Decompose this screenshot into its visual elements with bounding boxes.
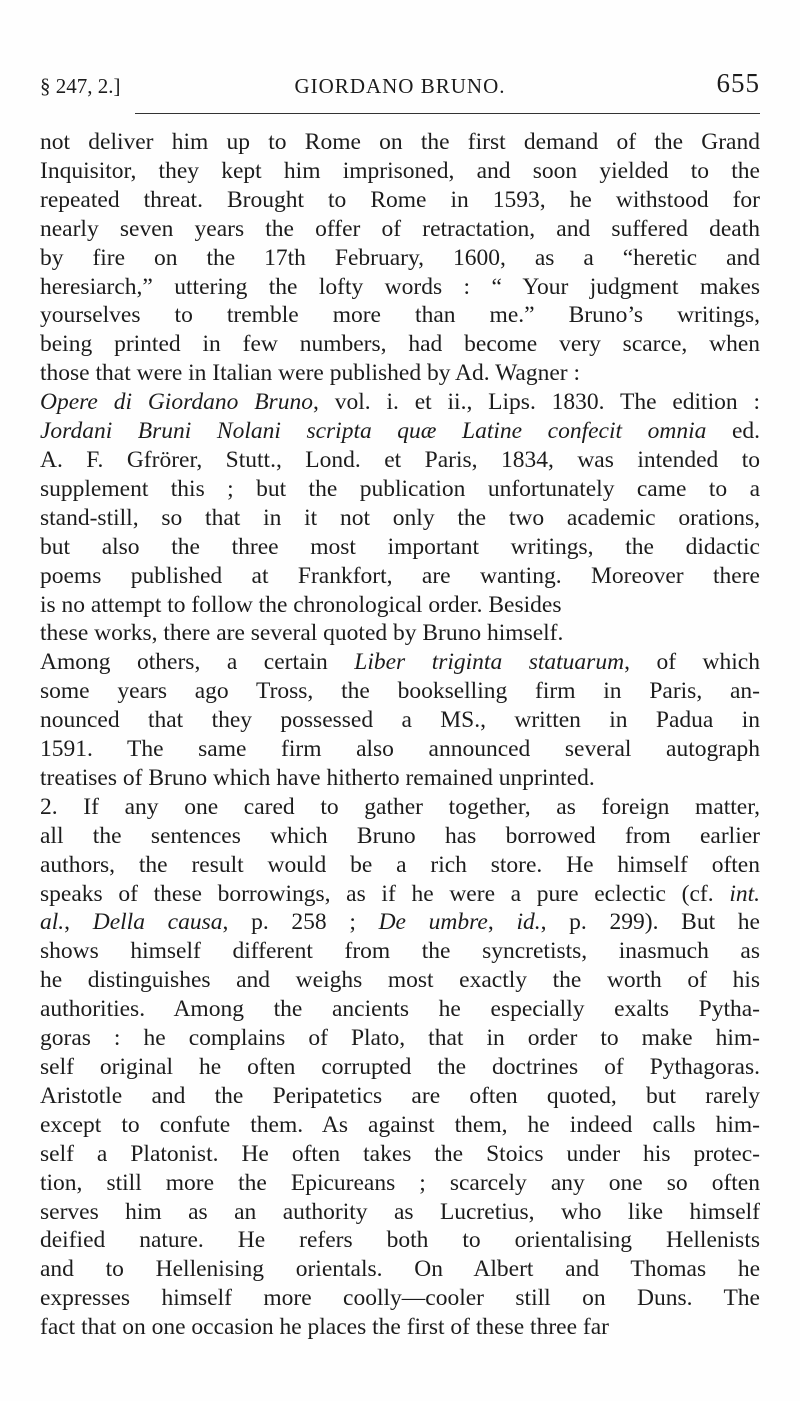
- running-header: [40, 68, 760, 114]
- text-segment: 1591. The same firm also announced several autograph: [40, 736, 760, 763]
- text-line: [40, 1024, 760, 1053]
- text-segment: these works, there are several quoted by Bruno himself.: [40, 620, 564, 647]
- text-segment: ed.: [706, 418, 760, 445]
- text-line: [40, 764, 760, 793]
- text-line: [40, 562, 760, 591]
- text-segment: and to Hellenising orientals. On Albert and Thomas he: [40, 1256, 760, 1283]
- text-line: [40, 475, 760, 504]
- text-segment: yourselves to tremble more than me.” Bruno’s writings,: [40, 302, 760, 329]
- text-line: [40, 937, 760, 966]
- text-line: [40, 273, 760, 302]
- text-line: [40, 1284, 760, 1313]
- text-line: [40, 619, 760, 648]
- text-segment: stand-still, so that in it not only the two academic orations,: [40, 504, 760, 531]
- text-line: [40, 1111, 760, 1140]
- text-segment: ,: [487, 909, 517, 936]
- text-segment: Among others, a certain: [40, 649, 355, 676]
- text-line: [40, 648, 760, 677]
- running-title: GIORDANO BRUNO.: [294, 74, 506, 98]
- italic-text: De umbre: [378, 909, 488, 936]
- text-segment: tion, still more the Epicureans ; scarcely any one so often: [40, 1169, 760, 1196]
- text-segment: , p. 299). But he: [540, 909, 760, 936]
- text-segment: self original he often corrupted the doctrines of Pythagoras.: [40, 1054, 760, 1080]
- text-line: [40, 301, 760, 330]
- header-rule: [135, 113, 760, 114]
- text-segment: those that were in Italian were published by Ad. Wagner :: [40, 360, 580, 387]
- text-segment: deified nature. He refers both to orientalising Hellenists: [40, 1227, 760, 1254]
- text-segment: heresiarch,” uttering the lofty words : “ Your judgment makes: [40, 273, 760, 300]
- text-line: [40, 706, 760, 735]
- text-line: [40, 244, 760, 273]
- text-line: [40, 677, 760, 706]
- text-segment: shows himself different from the syncretists, inasmuch as: [40, 938, 760, 965]
- text-segment: expresses himself more coolly—cooler still on Duns. The: [40, 1285, 760, 1312]
- text-segment: ,: [64, 909, 93, 936]
- text-line: [40, 735, 760, 764]
- text-line: [40, 359, 760, 388]
- page-number: 655: [716, 68, 760, 98]
- text-segment: serves him as an authority as Lucretius, who like himself: [40, 1198, 760, 1225]
- text-segment: but also the three most important writings, the didactic: [40, 533, 760, 560]
- text-segment: not deliver him up to Rome on the first demand of the Grand: [40, 129, 760, 155]
- text-line: [40, 215, 760, 244]
- text-segment: A. F. Gfrörer, Stutt., Lond. et Paris, 1834, was intended to: [40, 446, 760, 473]
- text-segment: speaks of these borrowings, as if he were a pure eclectic (cf.: [40, 880, 730, 907]
- text-line: [40, 446, 760, 475]
- text-line: [40, 1313, 760, 1342]
- text-line: [40, 1198, 760, 1227]
- text-segment: except to confute them. As against them, he indeed calls him-: [40, 1111, 760, 1138]
- text-segment: he distinguishes and weighs most exactly the worth of his: [40, 967, 760, 994]
- italic-text: Jordani Bruni Nolani scripta quæ Latine confecit omnia: [40, 418, 707, 445]
- text-segment: repeated threat. Brought to Rome in 1593, he withstood for: [40, 186, 760, 213]
- text-line: [40, 1053, 760, 1082]
- text-line: [40, 1082, 760, 1111]
- text-line: [40, 1255, 760, 1284]
- text-segment: treatises of Bruno which have hitherto remained unprinted.: [40, 764, 595, 791]
- text-segment: 2. If any one cared to gather together, as foreign matter,: [40, 793, 760, 820]
- text-segment: , of which: [624, 649, 760, 676]
- text-line: [40, 1140, 760, 1169]
- text-segment: poems published at Frankfort, are wanting. Moreover there: [40, 562, 760, 589]
- text-line: [40, 157, 760, 186]
- text-line: [40, 533, 760, 562]
- text-line: [40, 1226, 760, 1255]
- text-line: [40, 330, 760, 359]
- italic-text: al.: [40, 909, 65, 936]
- text-segment: self a Platonist. He often takes the Stoics under his protec-: [40, 1140, 760, 1167]
- text-line: [40, 388, 760, 417]
- text-line: [40, 851, 760, 880]
- text-segment: all the sentences which Bruno has borrowed from earlier: [40, 822, 760, 849]
- text-line: [40, 186, 760, 215]
- text-line: [40, 793, 760, 822]
- text-line: [40, 908, 760, 937]
- text-segment: Inquisitor, they kept him imprisoned, and soon yielded to the: [40, 157, 760, 184]
- text-line: [40, 995, 760, 1024]
- text-segment: some years ago Tross, the bookselling firm in Paris, an-: [40, 678, 760, 705]
- italic-text: Della causa: [92, 909, 223, 936]
- text-segment: is no attempt to follow the chronological order. Besides: [40, 591, 562, 618]
- text-segment: authorities. Among the ancients he especially exalts Pytha-: [40, 996, 760, 1023]
- text-segment: nearly seven years the offer of retractation, and suffered death: [40, 215, 760, 242]
- text-line: [40, 417, 760, 446]
- text-segment: nounced that they possessed a MS., written in Padua in: [40, 707, 760, 734]
- text-line: [40, 966, 760, 995]
- text-line: [40, 880, 760, 909]
- italic-text: Liber triginta statuarum: [354, 649, 625, 676]
- italic-text: id.: [516, 909, 541, 936]
- text-line: [40, 822, 760, 851]
- text-segment: fact that on one occasion he places the first of these three far: [40, 1314, 609, 1341]
- text-line: [40, 128, 760, 157]
- page-body: [40, 128, 760, 1342]
- text-segment: Aristotle and the Peripatetics are often quoted, but rarely: [40, 1082, 760, 1109]
- italic-text: Opere di Giordano Bruno: [40, 389, 313, 416]
- text-line: [40, 504, 760, 533]
- italic-text: int.: [729, 880, 760, 907]
- text-segment: goras : he complains of Plato, that in order to make him-: [40, 1025, 760, 1052]
- text-segment: authors, the result would be a rich store. He himself often: [40, 851, 760, 878]
- text-segment: , p. 258 ;: [222, 909, 379, 936]
- text-segment: supplement this ; but the publication unfortunately came to a: [40, 475, 760, 502]
- section-reference: § 247, 2.]: [40, 74, 121, 98]
- text-segment: by fire on the 17th February, 1600, as a “heretic and: [40, 244, 760, 271]
- text-segment: , vol. i. et ii., Lips. 1830. The edition :: [312, 389, 760, 416]
- text-segment: being printed in few numbers, had become very scarce, when: [40, 331, 760, 358]
- text-line: [40, 591, 760, 620]
- text-line: [40, 1169, 760, 1198]
